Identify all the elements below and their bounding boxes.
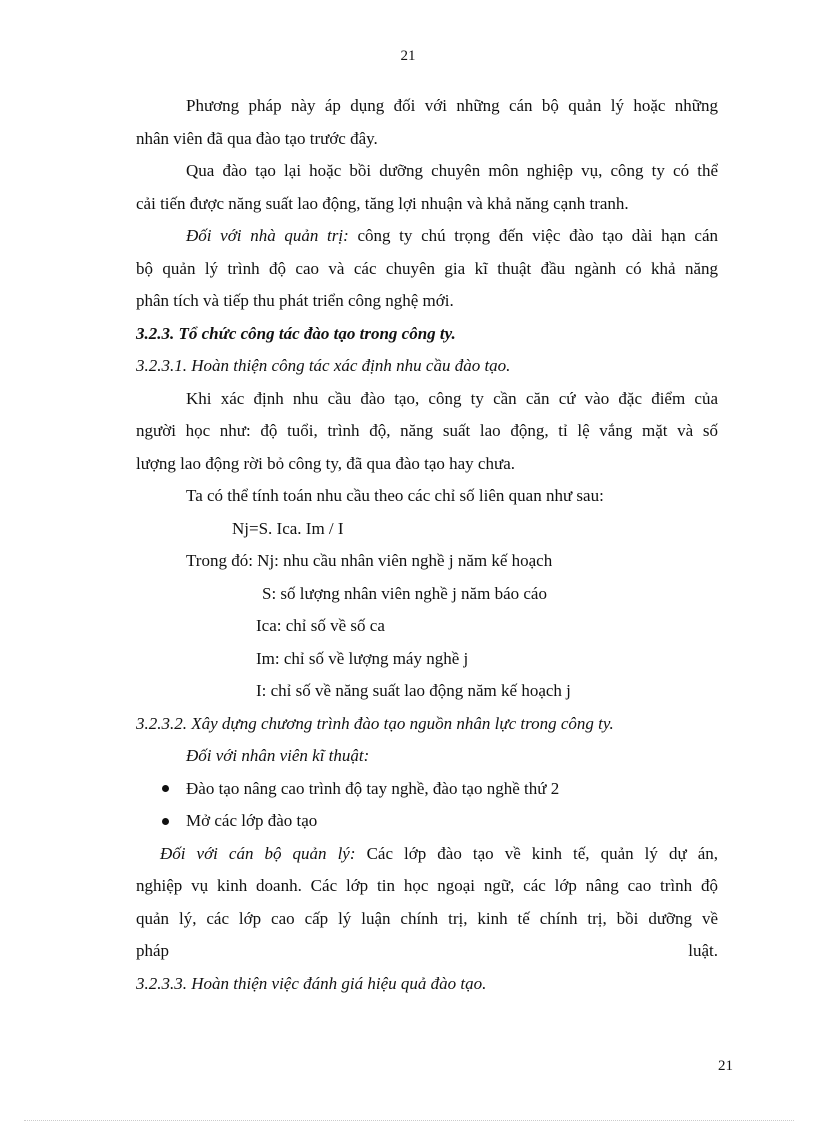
formula: Nj=S. Ica. Im / I [232, 518, 344, 538]
paragraph-line: Khi xác định nhu cầu đào tạo, công ty cần căn cứ vào đặc điểm của [186, 388, 718, 408]
paragraph-line: người học như: độ tuổi, trình độ, năng suất lao động, tỉ lệ vắng mặt và số [136, 421, 718, 440]
list-item [136, 773, 718, 806]
paragraph-line: Ta có thể tính toán nhu cầu theo các chỉ số liên quan như sau: [186, 486, 604, 505]
page-number-top: 21 [400, 48, 416, 64]
page-number-bottom: 21 [718, 1058, 733, 1074]
section-heading-3-2-3-1: 3.2.3.1. Hoàn thiện công tác xác định nhu cầu đào tạo. [136, 356, 511, 375]
bullet-icon [162, 785, 169, 792]
variable-definition: Im: chỉ số về lượng máy nghề j [256, 648, 469, 668]
paragraph-text: công ty chú trọng đến việc đào tạo dài hạn cán [348, 226, 718, 245]
variable-definition: S: số lượng nhân viên nghề j năm báo cáo [262, 583, 547, 603]
list-item-text: Đào tạo nâng cao trình độ tay nghề, đào tạo nghề thứ 2 [186, 778, 560, 798]
paragraph-text: Các lớp đào tạo về kinh tế, quản lý dự án, [355, 843, 718, 863]
manager-lead: Đối với nhà quản trị: [186, 226, 349, 245]
paragraph-line: nhân viên đã qua đào tạo trước đây. [136, 128, 378, 148]
paragraph-line: bộ quản lý trình độ cao và các chuyên gia kĩ thuật đầu ngành có khả năng [136, 258, 718, 278]
paragraph-line: phân tích và tiếp thu phát triển công nghệ mới. [136, 291, 454, 310]
section-heading-3-2-3: 3.2.3. Tổ chức công tác đào tạo trong công ty. [136, 323, 456, 343]
variable-definition: Ica: chỉ số về số ca [256, 616, 385, 635]
paragraph-line: Qua đào tạo lại hoặc bồi dưỡng chuyên môn nghiệp vụ, công ty có thể [186, 161, 718, 180]
paragraph-line [136, 838, 718, 871]
variable-definition: I: chỉ số về năng suất lao động năm kế hoạch j [256, 681, 571, 700]
variable-definition: Trong đó: Nj: nhu cầu nhân viên nghề j năm kế hoạch [186, 551, 553, 570]
document-body [136, 90, 718, 1000]
paragraph-line: Phương pháp này áp dụng đối với những cán bộ quản lý hoặc những [186, 96, 718, 115]
bullet-icon [162, 818, 169, 825]
technical-staff-subheading: Đối với nhân viên kĩ thuật: [186, 746, 370, 765]
page-bottom-divider [24, 1120, 794, 1121]
section-heading-3-2-3-2: 3.2.3.2. Xây dựng chương trình đào tạo nguồn nhân lực trong công ty. [136, 713, 614, 733]
paragraph-line: quản lý, các lớp cao cấp lý luận chính trị, kinh tế chính trị, bồi dưỡng về [136, 908, 718, 928]
paragraph-line: cải tiến được năng suất lao động, tăng lợi nhuận và khả năng cạnh tranh. [136, 193, 629, 213]
paragraph-line: pháp luật. [136, 941, 718, 960]
list-item [136, 805, 718, 838]
section-heading-3-2-3-3: 3.2.3.3. Hoàn thiện việc đánh giá hiệu quả đào tạo. [136, 973, 487, 993]
paragraph-line: lượng lao động rời bỏ công ty, đã qua đào tạo hay chưa. [136, 453, 515, 473]
paragraph-line: nghiệp vụ kinh doanh. Các lớp tin học ngoại ngữ, các lớp nâng cao trình độ [136, 876, 718, 895]
list-item-text: Mở các lớp đào tạo [186, 811, 318, 830]
manager-staff-lead: Đối với cán bộ quản lý: [160, 843, 356, 863]
paragraph-line [136, 220, 718, 253]
